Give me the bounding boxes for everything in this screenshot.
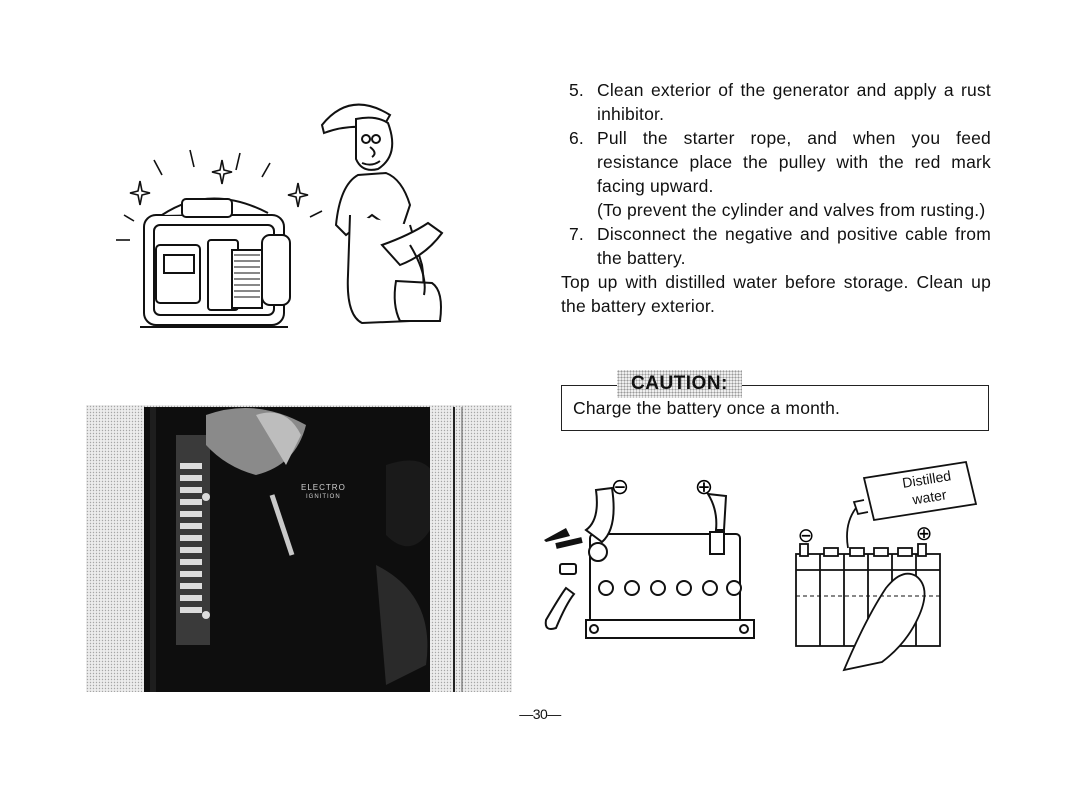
step-6 (561, 126, 991, 222)
page-number: —30— (519, 706, 561, 722)
generator-mechanic-illustration (110, 95, 470, 355)
plus-terminal-label: ⊕ (694, 474, 714, 499)
step-number: 5. (569, 80, 584, 100)
step-number: 7. (569, 224, 584, 244)
instructions-text (561, 78, 991, 318)
photo-label-electro: ELECTRO (301, 483, 346, 492)
minus-terminal-label: ⊖ (797, 525, 815, 547)
step-text: Pull the starter rope, and when you feed resistance place the pulley with the red mark facing upward. (597, 128, 991, 196)
distilled-water-label: Distilled water (901, 467, 953, 508)
minus-terminal-label: ⊖ (610, 474, 630, 499)
caution-title: CAUTION: (617, 370, 742, 398)
ignition-panel-photo (86, 405, 512, 692)
battery-refill-illustration (786, 458, 986, 678)
step-5 (561, 78, 991, 126)
caution-text: Charge the battery once a month. (573, 398, 841, 418)
plus-terminal-label: ⊕ (915, 523, 933, 545)
step-number: 6. (569, 128, 584, 148)
battery-disconnect-illustration (536, 470, 760, 650)
photo-label-ignition: IGNITION (306, 494, 341, 500)
step-text: Clean exterior of the generator and apply a rust inhibitor. (597, 80, 991, 124)
step-note: (To prevent the cylinder and valves from rusting.) (597, 200, 986, 220)
caution-box (561, 373, 989, 431)
step-7 (561, 222, 991, 270)
step-text: Disconnect the negative and positive cable from the battery. (597, 224, 991, 268)
storage-paragraph: Top up with distilled water before storage. Clean up the battery exterior. (561, 272, 991, 316)
